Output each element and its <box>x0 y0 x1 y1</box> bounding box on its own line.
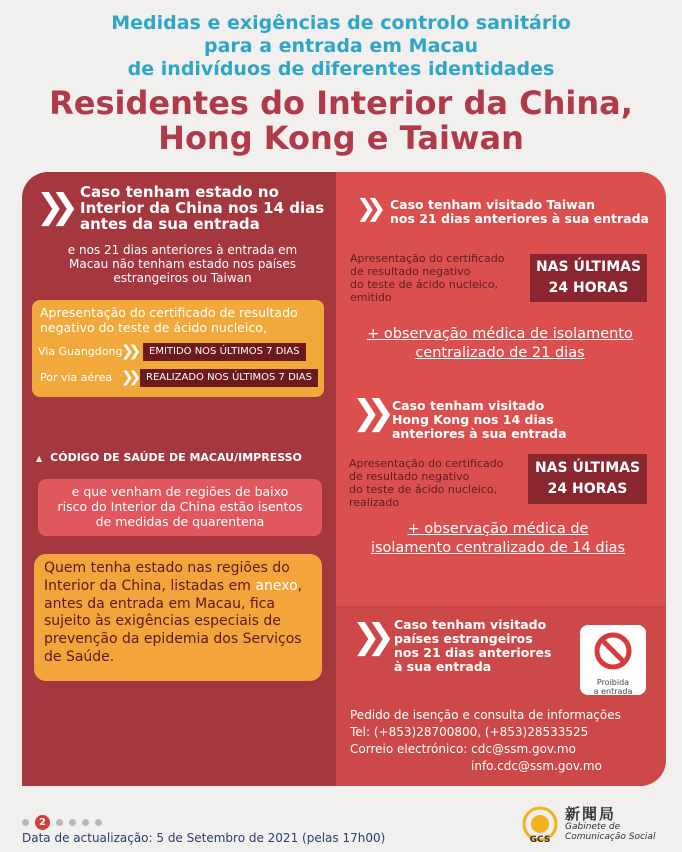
contact-email[interactable]: Correio electrónico: cdc@ssm.gov.mo <box>350 742 576 756</box>
no-entry-icon <box>593 631 633 671</box>
taiwan-heading <box>390 198 660 226</box>
observation-line: + observação médica de <box>407 521 589 537</box>
heading-line: Interior da China nos 14 dias <box>80 199 325 217</box>
contact-tel[interactable]: Tel: (+853)28700800, (+853)28533525 <box>350 725 589 739</box>
page-indicator <box>22 812 108 831</box>
observation-line: centralizado de 21 dias <box>415 345 585 361</box>
observation-line: + observação médica de isolamento <box>367 326 633 342</box>
hongkong-hours-badge <box>528 454 647 504</box>
observation-line: isolamento centralizado de 14 dias <box>370 540 626 556</box>
body-line: Apresentação do certificado <box>349 457 504 470</box>
chevron-icon: ❯❯ <box>352 617 381 657</box>
hongkong-requirement <box>349 457 529 509</box>
heading-line: Caso tenham visitado <box>392 398 545 413</box>
heading-line: anteriores à sua entrada <box>392 426 567 441</box>
annex-link[interactable]: anexo <box>255 577 298 594</box>
update-date: Data de actualização: 5 de Setembro de 2021 (pelas 17h00) <box>22 831 386 845</box>
contact-title: Pedido de isenção e consulta de informações <box>350 708 621 722</box>
taiwan-hours-badge <box>530 254 647 302</box>
hours-line: 24 HORAS <box>547 481 628 497</box>
chevron-icon: ❯❯ <box>352 393 381 433</box>
body-line: Apresentação do certificado <box>350 252 505 265</box>
heading-line: nos 21 dias anteriores <box>394 645 552 660</box>
heading-line: antes da sua entrada <box>80 215 260 233</box>
page-title <box>0 86 682 156</box>
chevron-icon: ❯❯ <box>36 187 65 227</box>
chevron-icon: ❯❯ <box>121 368 137 386</box>
health-code-line <box>36 451 302 466</box>
heading-line: Caso tenham visitado Taiwan <box>390 197 596 212</box>
forbidden-line: a entrada <box>593 687 633 696</box>
subtitle-line: de indivíduos de diferentes identidades <box>127 58 555 80</box>
route-tag-guangdong: EMITIDO NOS ÚLTIMOS 7 DIAS <box>143 343 306 361</box>
contact-email-2[interactable]: info.cdc@ssm.gov.mo <box>471 759 602 773</box>
notice-text: Quem tenha estado nas regiões do Interior da China, listadas em <box>44 560 290 594</box>
page-dot[interactable] <box>22 819 29 826</box>
forbidden-label <box>580 678 646 696</box>
logo-portuguese <box>565 822 655 842</box>
route-tag-air: REALIZADO NOS ÚLTIMOS 7 DIAS <box>140 369 318 387</box>
health-code-text: CÓDIGO DE SAÚDE DE MACAU/IMPRESSO <box>50 451 302 464</box>
mainland-heading <box>80 184 332 232</box>
condition-line: Macau não tenham estado nos países <box>68 257 297 271</box>
body-line: do teste de ácido nucleico, <box>349 483 498 496</box>
heading-line: nos 21 dias anteriores à sua entrada <box>390 211 649 226</box>
taiwan-observation <box>350 325 650 363</box>
page-dot-current[interactable]: 2 <box>35 815 50 830</box>
chevron-icon: ❯❯ <box>121 342 137 360</box>
hongkong-heading <box>392 399 652 441</box>
svg-text:GCS: GCS <box>529 835 551 844</box>
subtitle-line: Medidas e exigências de controlo sanitário <box>111 12 571 34</box>
body-line: de resultado negativo <box>350 265 471 278</box>
logo-line: Comunicação Social <box>565 832 656 842</box>
gcs-logo-icon <box>520 804 560 844</box>
special-requirements-text <box>44 560 316 667</box>
notice-text: , antes da entrada em Macau, fica sujeito às exigências especiais de prevenção da epidemia dos Serviços de Saúde. <box>44 577 303 665</box>
title-line: Hong Kong e Taiwan <box>158 119 524 157</box>
condition-line: e nos 21 dias anteriores à entrada em <box>67 243 298 257</box>
mainland-condition <box>40 243 325 285</box>
triangle-icon: ▲ <box>36 454 43 463</box>
body-line: de resultado negativo <box>349 470 470 483</box>
heading-line: Hong Kong nos 14 dias <box>392 412 554 427</box>
low-risk-line: risco do Interior da China estão isentos <box>57 499 303 514</box>
logo-chinese: 新聞局 <box>565 805 617 823</box>
hours-line: NAS ÚLTIMAS <box>535 259 642 275</box>
low-risk-box <box>38 479 322 536</box>
page-dot[interactable] <box>95 819 102 826</box>
heading-line: Caso tenham visitado <box>394 617 547 632</box>
body-line: do teste de ácido nucleico, <box>350 278 499 291</box>
header-subtitle <box>0 12 682 81</box>
foreign-heading <box>394 618 574 674</box>
heading-line: Caso tenham estado no <box>80 183 279 201</box>
page-dot[interactable] <box>69 819 76 826</box>
hours-line: NAS ÚLTIMAS <box>534 460 641 476</box>
body-line: emitido <box>350 291 392 304</box>
logo-line: Gabinete de <box>565 822 621 832</box>
title-line: Residentes do Interior da China, <box>49 84 633 122</box>
forbidden-line: Proibida <box>596 678 630 687</box>
heading-line: à sua entrada <box>394 659 492 674</box>
route-label-guangdong: Via Guangdong <box>38 345 123 358</box>
hongkong-observation <box>348 520 648 558</box>
requirement-line: Apresentação do certificado de resultado <box>40 305 298 320</box>
heading-line: países estrangeiros <box>394 631 533 646</box>
contact-info <box>350 707 650 775</box>
low-risk-line: de medidas de quarentena <box>95 514 265 529</box>
chevron-icon: ❯❯ <box>356 194 377 222</box>
taiwan-requirement <box>350 252 530 304</box>
requirement-line: negativo do teste de ácido nucleico, <box>40 320 267 335</box>
route-label-air: Por via aérea <box>40 371 113 384</box>
low-risk-line: e que venham de regiões de baixo <box>71 484 289 499</box>
hours-line: 24 HORAS <box>548 280 629 296</box>
page-dot[interactable] <box>82 819 89 826</box>
body-line: realizado <box>349 496 400 509</box>
page-dot[interactable] <box>56 819 63 826</box>
condition-line: estrangeiros ou Taiwan <box>113 271 252 285</box>
test-requirement-title <box>40 305 320 335</box>
subtitle-line: para a entrada em Macau <box>203 35 479 57</box>
